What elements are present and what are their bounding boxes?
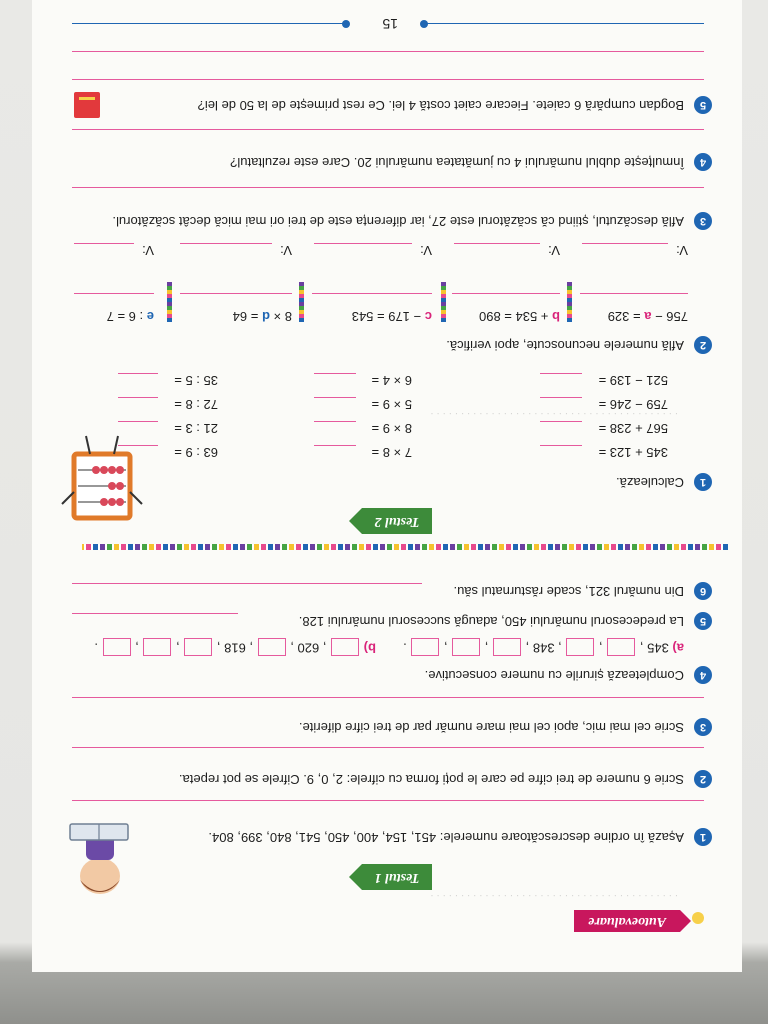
sequence-b-label: b) [363,640,376,656]
verify-label: V: [142,243,154,258]
verify-label: V: [420,243,432,258]
exercise-number: 5 [694,96,712,114]
number-box[interactable] [452,638,480,656]
equation-part: 756 − [655,309,688,324]
exercise-number: 1 [694,828,712,846]
number-box[interactable] [143,638,171,656]
multiplication-4: 6 × 4 = [371,373,412,388]
sequence-b: b) , 620 , , 618 , , , . [94,638,376,656]
answer-line[interactable] [540,373,582,374]
footer-dot [420,20,428,28]
equation-e [107,308,154,324]
sequence-a-label: a) [672,640,684,656]
unknown-c: c [424,309,432,324]
sequence-b-value: , 620 , [290,640,327,656]
sequence-a: a) 345 , , , 348 , , , . [403,638,684,656]
subtraction-1: 759 − 246 = [598,397,668,412]
page-number: 15 [382,16,398,32]
exercise-text: Înmulțește dublul numărului 4 cu jumătatea numărului 20. Care este rezultatul? [230,155,684,170]
bleed-through-text: . . . . . . . . . . . . . . . . . . . . . . . . . . . . . . . . . . . . . . . . . [430,892,678,904]
verify-label: V: [548,243,560,258]
division-3: 72 : 8 = [174,397,218,412]
addition-2: 567 + 238 = [598,421,668,436]
exercise-text: Scrie 6 numere de trei cifre pe care le poți forma cu cifrele: 2, 0, 9. Cifrele se pot repeta. [178,772,684,787]
column-divider [167,282,172,322]
verify-line[interactable] [454,243,540,244]
exercise-number: 1 [694,473,712,491]
exercise-text: Află numerele necunoscute, apoi verifică. [446,338,684,353]
answer-line[interactable] [314,373,356,374]
equation-part: = 329 [607,309,641,324]
test-2-title: Testul 2 [362,508,432,534]
number-box[interactable] [566,638,594,656]
test-1-title: Testul 1 [362,864,432,890]
exercise-text: Așază în ordine descrescătoare numerele: 451, 154, 400, 450, 541, 840, 399, 804. [208,830,684,845]
equation-part: : 6 = 7 [106,309,144,324]
answer-line[interactable] [72,697,704,698]
number-box[interactable] [411,638,439,656]
answer-line[interactable] [72,800,704,801]
autoevaluare-banner: Autoevaluare [574,910,680,932]
unknown-a: a [644,309,652,324]
answer-line[interactable] [118,421,158,422]
column-divider [441,282,446,322]
footer-rule-right [72,23,344,24]
footer-rule-left [424,23,704,24]
answer-line[interactable] [72,51,704,52]
exercise-number: 5 [694,612,712,630]
lightbulb-icon [692,912,704,924]
answer-line[interactable] [72,747,704,748]
number-box[interactable] [607,638,635,656]
multiplication-1: 7 × 8 = [371,445,412,460]
notebook-icon [74,92,100,118]
unknown-e: e [146,309,154,324]
number-box[interactable] [493,638,521,656]
equation-d [233,308,292,324]
answer-line[interactable] [312,293,432,294]
answer-line[interactable] [180,293,292,294]
division-1: 63 : 9 = [174,445,218,460]
number-box[interactable] [258,638,286,656]
addition-1: 345 + 123 = [598,445,668,460]
answer-line[interactable] [314,445,356,446]
verify-line[interactable] [582,243,668,244]
answer-line[interactable] [314,421,356,422]
answer-line[interactable] [74,293,154,294]
answer-line[interactable] [540,421,582,422]
verify-line[interactable] [314,243,412,244]
exercise-number: 3 [694,212,712,230]
unknown-d: d [261,309,270,324]
division-2: 21 : 3 = [174,421,218,436]
answer-line[interactable] [72,583,422,584]
equation-a [608,308,688,324]
subtraction-2: 521 − 139 = [598,373,668,388]
answer-line[interactable] [118,373,158,374]
verify-line[interactable] [74,243,134,244]
answer-line[interactable] [72,79,704,80]
number-box[interactable] [331,638,359,656]
division-4: 35 : 5 = [174,373,218,388]
number-box[interactable] [184,638,212,656]
answer-line[interactable] [314,397,356,398]
verify-label: V: [280,243,292,258]
exercise-text: Completează șirurile cu numere consecutive. [424,668,684,683]
multiplication-3: 5 × 9 = [371,397,412,412]
equation-part: − 179 = 543 [351,309,422,324]
exercise-number: 6 [694,582,712,600]
equation-part: + 534 = 890 [479,309,549,324]
answer-line[interactable] [118,445,158,446]
answer-line[interactable] [118,397,158,398]
answer-line[interactable] [580,293,688,294]
exercise-text: La predecesorul numărului 450, adaugă succesorul numărului 128. [298,614,684,629]
answer-line[interactable] [452,293,560,294]
equation-c [352,308,432,324]
unknown-b: b [552,309,560,324]
exercise-text: Din numărul 321, scade răsturnatul său. [453,584,684,599]
bleed-through-text: . . . . . . . . . . . . . . . . . . . . . . . . . . . . . . . . . . . . . . . . . [430,410,678,422]
footer-dot [342,20,350,28]
exercise-number: 2 [694,770,712,788]
child-reading-illustration [56,820,142,910]
answer-line[interactable] [72,129,704,130]
exercise-number: 4 [694,666,712,684]
sequence-b-value: , 618 , [216,640,254,656]
sequence-a-value: 345 , [639,640,669,656]
equation-b [479,308,560,324]
verify-line[interactable] [180,243,272,244]
answer-line[interactable] [540,445,582,446]
answer-line[interactable] [72,187,704,188]
exercise-text: Scrie cel mai mic, apoi cel mai mare număr par de trei cifre diferite. [298,720,684,735]
sequence-a-value: , 348 , [525,640,562,656]
section-separator [82,544,728,550]
column-divider [567,282,572,322]
answer-line[interactable] [72,613,238,614]
equation-part: = 64 [232,309,259,324]
verify-label: V: [676,243,688,258]
exercise-number: 4 [694,153,712,171]
exercise-text: Află descăzutul, știind că scăzătorul este 27, iar diferența este de trei ori mai mică decât scăzătorul. [112,214,684,229]
exercise-number: 2 [694,336,712,354]
column-divider [299,282,304,322]
multiplication-2: 8 × 9 = [371,421,412,436]
exercise-text: Calculează. [616,475,684,490]
answer-line[interactable] [540,397,582,398]
abacus-character-illustration [60,432,144,532]
exercise-text: Bogdan cumpără 6 caiete. Fiecare caiet costă 4 lei. Ce rest primește de la 50 de lei? [197,98,684,113]
number-box[interactable] [103,638,131,656]
exercise-number: 3 [694,718,712,736]
equation-part: 8 × [273,309,292,324]
